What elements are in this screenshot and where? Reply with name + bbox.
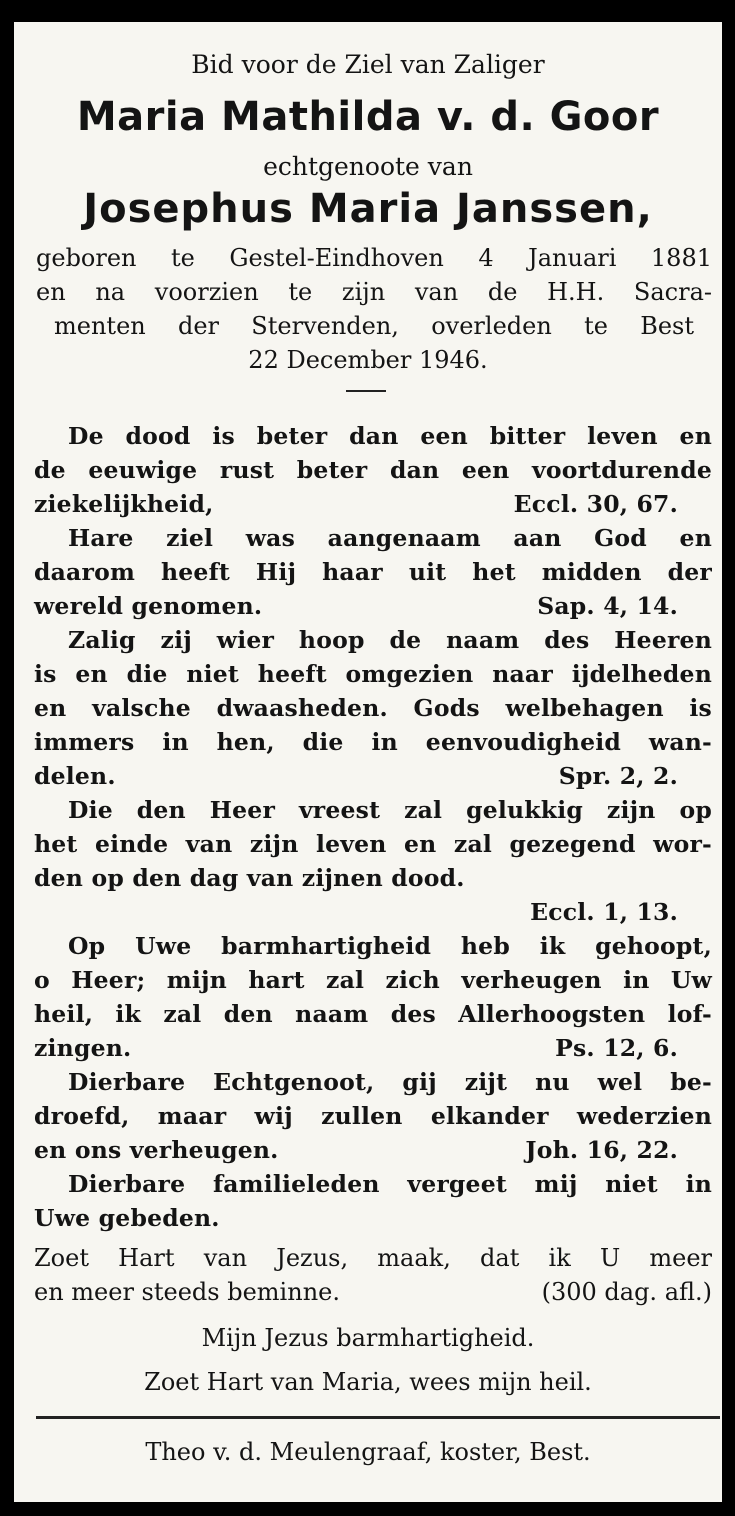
verse-line: Dierbare familieleden vergeet mij niet in: [68, 1170, 712, 1198]
verse-line: Zalig zij wier hoop de naam des Heeren: [68, 626, 712, 654]
printer-credit: Theo v. d. Meulengraaf, koster, Best.: [145, 1438, 591, 1466]
verse-line: o Heer; mijn hart zal zich verheugen in Uw: [34, 966, 712, 994]
verse-line: heil, ik zal den naam des Allerhoogsten lof-: [34, 1000, 712, 1028]
indulgence-line: Zoet Hart van Jezus, maak, dat ik U meer: [34, 1244, 712, 1272]
verse-line: Dierbare Echtgenoot, gij zijt nu wel be-: [68, 1068, 712, 1096]
relation-line: echtgenoote van: [263, 152, 473, 181]
verse-reference: Ps. 12, 6.: [555, 1034, 678, 1062]
verse-line: Op Uwe barmhartigheid heb ik gehoopt,: [68, 932, 712, 960]
verse-line: den op den dag van zijnen dood.: [34, 864, 465, 892]
verse-line: het einde van zijn leven en zal gezegend wor-: [34, 830, 712, 858]
verse-last-line: [34, 898, 678, 926]
divider-short: [346, 390, 386, 392]
deceased-name: Maria Mathilda v. d. Goor: [76, 94, 660, 140]
indulgence-note: (300 dag. afl.): [541, 1278, 712, 1306]
verse-line: immers in hen, die in eenvoudigheid wan-: [34, 728, 712, 756]
closing-line: Mijn Jezus barmhartigheid.: [201, 1324, 535, 1352]
verse-line: is en die niet heeft omgezien naar ijdelheden: [34, 660, 712, 688]
divider-long: [36, 1416, 720, 1419]
verse-text: zingen.: [34, 1034, 132, 1062]
verse-text: en ons verheugen.: [34, 1136, 279, 1164]
husband-name: Josephus Maria Janssen,: [83, 186, 653, 232]
bio-line: 22 December 1946.: [248, 346, 488, 374]
verse-line: de eeuwige rust beter dan een voortdurende: [34, 456, 712, 484]
verse-last-line: [34, 592, 678, 620]
verse-line: en valsche dwaasheden. Gods welbehagen is: [34, 694, 712, 722]
closing-line: Zoet Hart van Maria, wees mijn heil.: [144, 1368, 592, 1396]
bio-line: geboren te Gestel-Eindhoven 4 Januari 1881: [36, 244, 712, 272]
verse-last-line: [34, 762, 678, 790]
verse-last-line: [34, 490, 678, 518]
verse-text: delen.: [34, 762, 116, 790]
verse-text: wereld genomen.: [34, 592, 263, 620]
verse-line: Uwe gebeden.: [34, 1204, 220, 1232]
verse-text: ziekelijkheid,: [34, 490, 214, 518]
verse-reference: Spr. 2, 2.: [558, 762, 678, 790]
verse-last-line: [34, 1136, 678, 1164]
verse-reference: Eccl. 30, 67.: [513, 490, 678, 518]
verse-line: Die den Heer vreest zal gelukkig zijn op: [68, 796, 712, 824]
indulgence-text: en meer steeds beminne.: [34, 1278, 340, 1306]
indulgence-last-line: [34, 1278, 712, 1306]
verse-line: daarom heeft Hij haar uit het midden der: [34, 558, 712, 586]
intro-line: Bid voor de Ziel van Zaliger: [191, 50, 545, 79]
verse-line: De dood is beter dan een bitter leven en: [68, 422, 712, 450]
memorial-card: [14, 22, 722, 1502]
verse-reference: Sap. 4, 14.: [537, 592, 678, 620]
verse-reference: Eccl. 1, 13.: [530, 898, 678, 926]
verse-line: Hare ziel was aangenaam aan God en: [68, 524, 712, 552]
verse-line: droefd, maar wij zullen elkander wederzien: [34, 1102, 712, 1130]
bio-line: en na voorzien te zijn van de H.H. Sacra-: [36, 278, 712, 306]
bio-line: menten der Stervenden, overleden te Best: [54, 312, 694, 340]
verse-last-line: [34, 1034, 678, 1062]
verse-reference: Joh. 16, 22.: [525, 1136, 678, 1164]
